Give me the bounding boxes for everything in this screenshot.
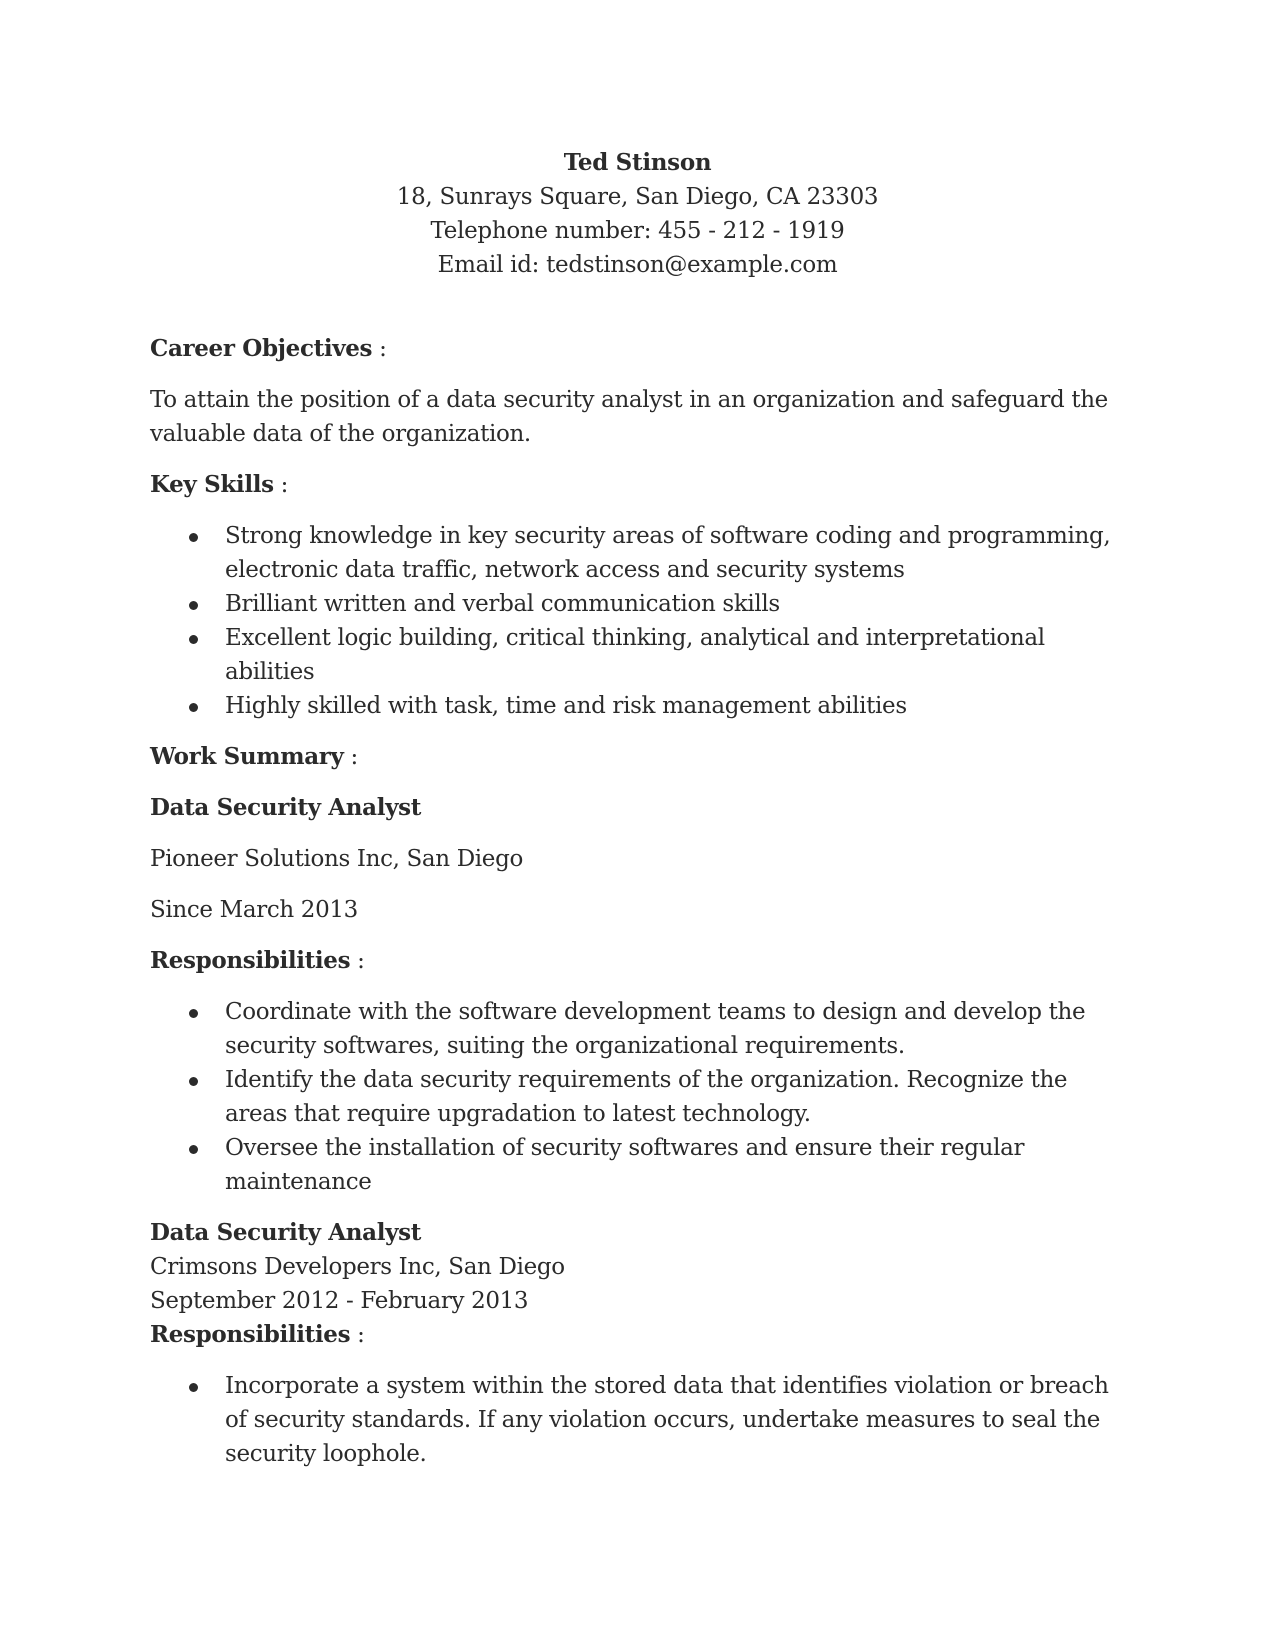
- list-item: [150, 587, 1130, 621]
- list-item-text: Incorporate a system within the stored data that identifies violation or breach of security standards. If any violation occurs, undertake measures to seal the security loophole.: [225, 1373, 1109, 1467]
- bullet-icon: [189, 601, 198, 610]
- list-item-text: Excellent logic building, critical thinking, analytical and interpretational abilities: [225, 625, 1045, 685]
- key-skills-heading: [150, 468, 1130, 502]
- list-item: [150, 689, 1130, 723]
- key-skills-list: [150, 519, 1130, 723]
- responsibilities-list: [150, 995, 1130, 1199]
- list-item-text: Strong knowledge in key security areas of software coding and programming, electronic data traffic, network access and security systems: [225, 523, 1111, 583]
- heading-separator: :: [350, 948, 365, 974]
- resume-header: [0, 146, 1275, 282]
- candidate-email: Email id: tedstinson@example.com: [437, 252, 838, 278]
- list-item: [150, 519, 1130, 587]
- bullet-icon: [189, 635, 198, 644]
- list-item: [150, 995, 1130, 1063]
- bullet-icon: [189, 703, 198, 712]
- list-item-text: Brilliant written and verbal communication skills: [225, 591, 780, 617]
- bullet-icon: [189, 1145, 198, 1154]
- heading-separator: :: [350, 1322, 365, 1348]
- key-skills-title: Key Skills: [150, 471, 274, 498]
- job-title: [150, 1216, 1130, 1250]
- responsibilities-title: Responsibilities: [150, 1321, 351, 1348]
- job-company: Pioneer Solutions Inc, San Diego: [150, 846, 523, 872]
- work-summary-title: Work Summary: [150, 743, 344, 770]
- job-title-text: Data Security Analyst: [150, 794, 421, 821]
- list-item-text: Oversee the installation of security softwares and ensure their regular maintenance: [225, 1135, 1025, 1195]
- resume-body: [150, 332, 1130, 1488]
- job-title: [150, 791, 1130, 825]
- bullet-icon: [189, 1009, 198, 1018]
- career-objectives-heading: [150, 332, 1130, 366]
- work-summary-heading: [150, 740, 1130, 774]
- list-item: [150, 1369, 1130, 1471]
- candidate-telephone: Telephone number: 455 - 212 - 1919: [430, 218, 845, 244]
- bullet-icon: [189, 1077, 198, 1086]
- responsibilities-heading: [150, 1318, 1130, 1352]
- job-period: Since March 2013: [150, 897, 358, 923]
- candidate-name: Ted Stinson: [563, 149, 712, 176]
- list-item: [150, 1063, 1130, 1131]
- bullet-icon: [189, 1383, 198, 1392]
- responsibilities-list: [150, 1369, 1130, 1471]
- job-company: Crimsons Developers Inc, San Diego: [150, 1254, 565, 1280]
- candidate-address: 18, Sunrays Square, San Diego, CA 23303: [396, 184, 879, 210]
- heading-separator: :: [372, 336, 387, 362]
- job-title-text: Data Security Analyst: [150, 1219, 421, 1246]
- responsibilities-title: Responsibilities: [150, 947, 351, 974]
- job-period: September 2012 - February 2013: [150, 1288, 529, 1314]
- list-item-text: Identify the data security requirements of the organization. Recognize the areas that require upgradation to latest technology.: [225, 1067, 1068, 1127]
- heading-separator: :: [343, 744, 358, 770]
- list-item-text: Coordinate with the software development teams to design and develop the security softwares, suiting the organizational requirements.: [225, 999, 1086, 1059]
- career-objectives-text: To attain the position of a data security analyst in an organization and safeguard the valuable data of the organization.: [150, 387, 1108, 447]
- list-item: [150, 621, 1130, 689]
- career-objectives-title: Career Objectives: [150, 335, 373, 362]
- responsibilities-heading: [150, 944, 1130, 978]
- list-item-text: Highly skilled with task, time and risk management abilities: [225, 693, 907, 719]
- bullet-icon: [189, 533, 198, 542]
- list-item: [150, 1131, 1130, 1199]
- heading-separator: :: [273, 472, 289, 498]
